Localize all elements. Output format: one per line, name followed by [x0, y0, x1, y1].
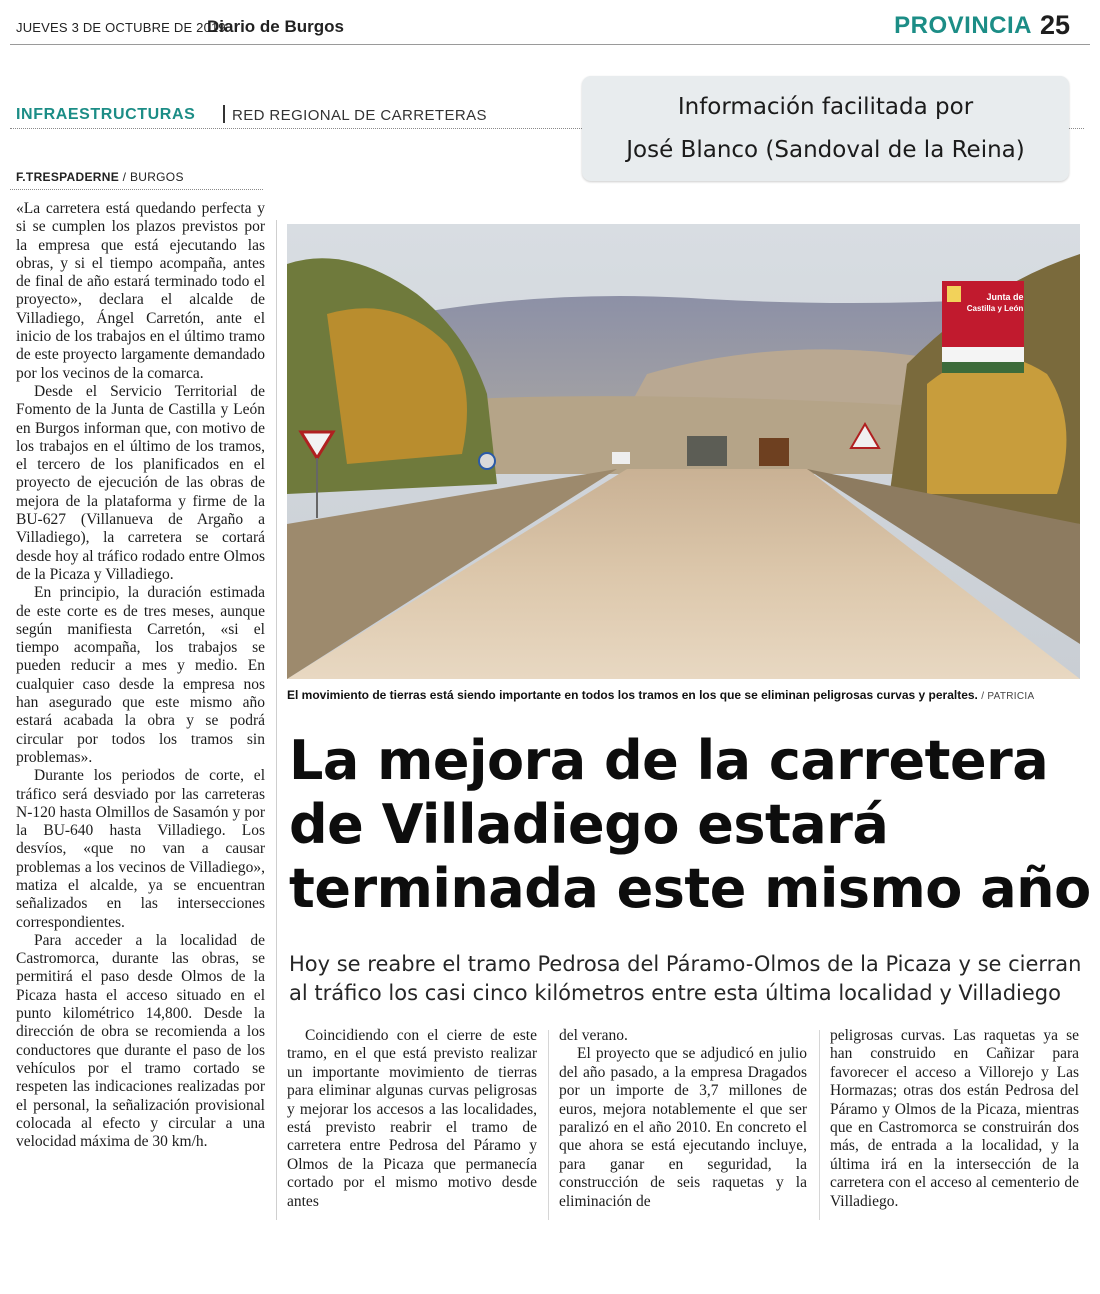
info-line-2: José Blanco (Sandoval de la Reina) — [626, 136, 1025, 163]
body-column-divider — [548, 1030, 549, 1220]
photo-caption — [287, 688, 1034, 702]
sign-title-line-1: Junta de — [986, 292, 1024, 302]
section-subtitle: RED REGIONAL DE CARRETERAS — [232, 107, 487, 124]
column-divider — [276, 220, 277, 1220]
photo-junta-sign — [942, 281, 1024, 373]
body-paragraph-3: peligrosas curvas. Las raquetas ya se han construido en Cañizar para favorecer el acceso a Villorejo y Las Hormazas; otras dos están Pedrosa del Páramo y Olmos de la Picaza, mientras que en Castromorca se construirán dos más, de entrada a la localidad, y la última irá en la intersección de la carretera con el acceso al cementerio de Villadiego. — [830, 1027, 1079, 1210]
body-paragraph-2a: del verano. — [559, 1027, 628, 1044]
photo-right-autumn-tree — [927, 356, 1066, 494]
byline-location: / BURGOS — [122, 170, 184, 184]
headline-line-2: de Villadiego estará — [289, 793, 889, 856]
body-column-1 — [287, 1027, 537, 1211]
photo-roller — [759, 438, 789, 466]
info-line-1: Información facilitada por — [677, 93, 974, 120]
section-separator — [223, 105, 225, 123]
body-paragraph-2b: El proyecto que se adjudicó en julio del año pasado, a la empresa Dragados por un importe de 3,7 millones de euros, mejora notablemente el que ser paralizó en el año 2010. En concreto el que ahora se está ejecutando incluye, para ganar en seguridad, la construcción de seis raquetas y la eliminación de — [559, 1045, 807, 1210]
road-works-photo — [287, 224, 1080, 679]
section-tag: INFRAESTRUCTURAS — [16, 106, 196, 123]
headline-line-3: terminada este mismo año — [289, 857, 1091, 920]
article-subheadline — [289, 950, 1082, 1008]
byline — [16, 170, 184, 184]
left-paragraph-4: Durante los periodos de corte, el tráfico será desviado por las carreteras N-120 hasta Olmillos de Sasamón y por la BU-640 hasta Villadiego. Los desvíos, «que no van a causar problemas a los vecinos de Villadiego», matiza el alcalde, ya se encuentran señalizados en las intersecciones correspondientes. — [16, 767, 265, 931]
left-column-text — [16, 200, 265, 1151]
photo-caption-text: El movimiento de tierras está siendo importante en todos los tramos en los que se eliminan peligrosas curvas y peraltes. — [287, 688, 978, 702]
body-column-3 — [830, 1027, 1079, 1211]
newspaper-name: Diario de Burgos — [207, 17, 344, 36]
body-paragraph-1: Coincidiendo con el cierre de este tramo, en el que está previsto realizar un importante movimiento de tierras para eliminar algunas curvas peligrosas y mejorar los accesos a las localidades, está previsto reabrir el tramo de carretera entre Pedrosa del Páramo y Olmos de la Picaza que permanecía cortado por el mismo motivo desde antes — [287, 1027, 537, 1210]
photo-sign-post — [316, 458, 318, 518]
headline-line-1: La mejora de la carretera — [289, 729, 1049, 792]
section-name: PROVINCIA — [894, 12, 1032, 39]
info-note-box — [582, 76, 1069, 181]
left-paragraph-1: «La carretera está quedando perfecta y si se cumplen los plazos previstos por la empresa que está ejecutando las obras, y si el tiempo acompaña, antes de final de año estará terminado todo el proyecto», declara el alcalde de Villadiego, Ángel Carretón, ante el inicio de los trabajos en el último tramo de este proyecto largamente demandado por los vecinos de la comarca. — [16, 200, 265, 382]
page-number: 25 — [1039, 10, 1070, 40]
body-column-2 — [559, 1027, 807, 1211]
article-headline — [289, 729, 1091, 921]
photo-truck — [687, 436, 727, 466]
photo-round-sign — [479, 453, 495, 469]
header-rule — [10, 44, 1090, 45]
left-paragraph-3: En principio, la duración estimada de este corte es de tres meses, aunque según manifiesta Carretón, «si el tiempo acompaña, los trabajos se pueden reducir a mes y medio. En cualquier caso desde la empresa nos han asegurado que este mismo año estará acabada la obra y se podrá circular por todos los tramos sin problemas». — [16, 584, 265, 766]
body-column-divider — [819, 1030, 820, 1220]
byline-author: F.TRESPADERNE — [16, 170, 120, 184]
byline-rule — [10, 189, 263, 190]
sign-title-line-2: Castilla y León — [966, 304, 1024, 313]
issue-date: JUEVES 3 DE OCTUBRE DE 2019 — [16, 20, 226, 35]
left-paragraph-5: Para acceder a la localidad de Castromorca, durante las obras, se permitirá el paso desde Olmos de la Picaza hasta el acceso situado en el punto kilométrico 14,800. Desde la dirección de obra se recomienda a los conductores que durante el paso de los vehículos por el tramo cortado se respeten las indicaciones realizadas por el personal, la señalización provisional colocada al efecto y circular a una velocidad máxima de 30 km/h. — [16, 931, 265, 1151]
subhead-line-1: Hoy se reabre el tramo Pedrosa del Páramo-Olmos de la Picaza y se cierran — [289, 952, 1082, 976]
subhead-line-2: al tráfico los casi cinco kilómetros entre esta última localidad y Villadiego — [289, 981, 1061, 1005]
photo-credit: / PATRICIA — [981, 691, 1035, 702]
left-paragraph-2: Desde el Servicio Territorial de Fomento de la Junta de Castilla y León en Burgos informan que, con motivo de los trabajos en el último de los tramos, el tercero de los planificados en el proyecto de ejecución de las obras de mejora de la plataforma y firme de la BU-627 (Villanueva de Argaño a Villadiego), la carretera se cortará desde hoy al tráfico rodado entre Olmos de la Picaza y Villadiego. — [16, 382, 265, 583]
photo-van — [612, 452, 630, 464]
